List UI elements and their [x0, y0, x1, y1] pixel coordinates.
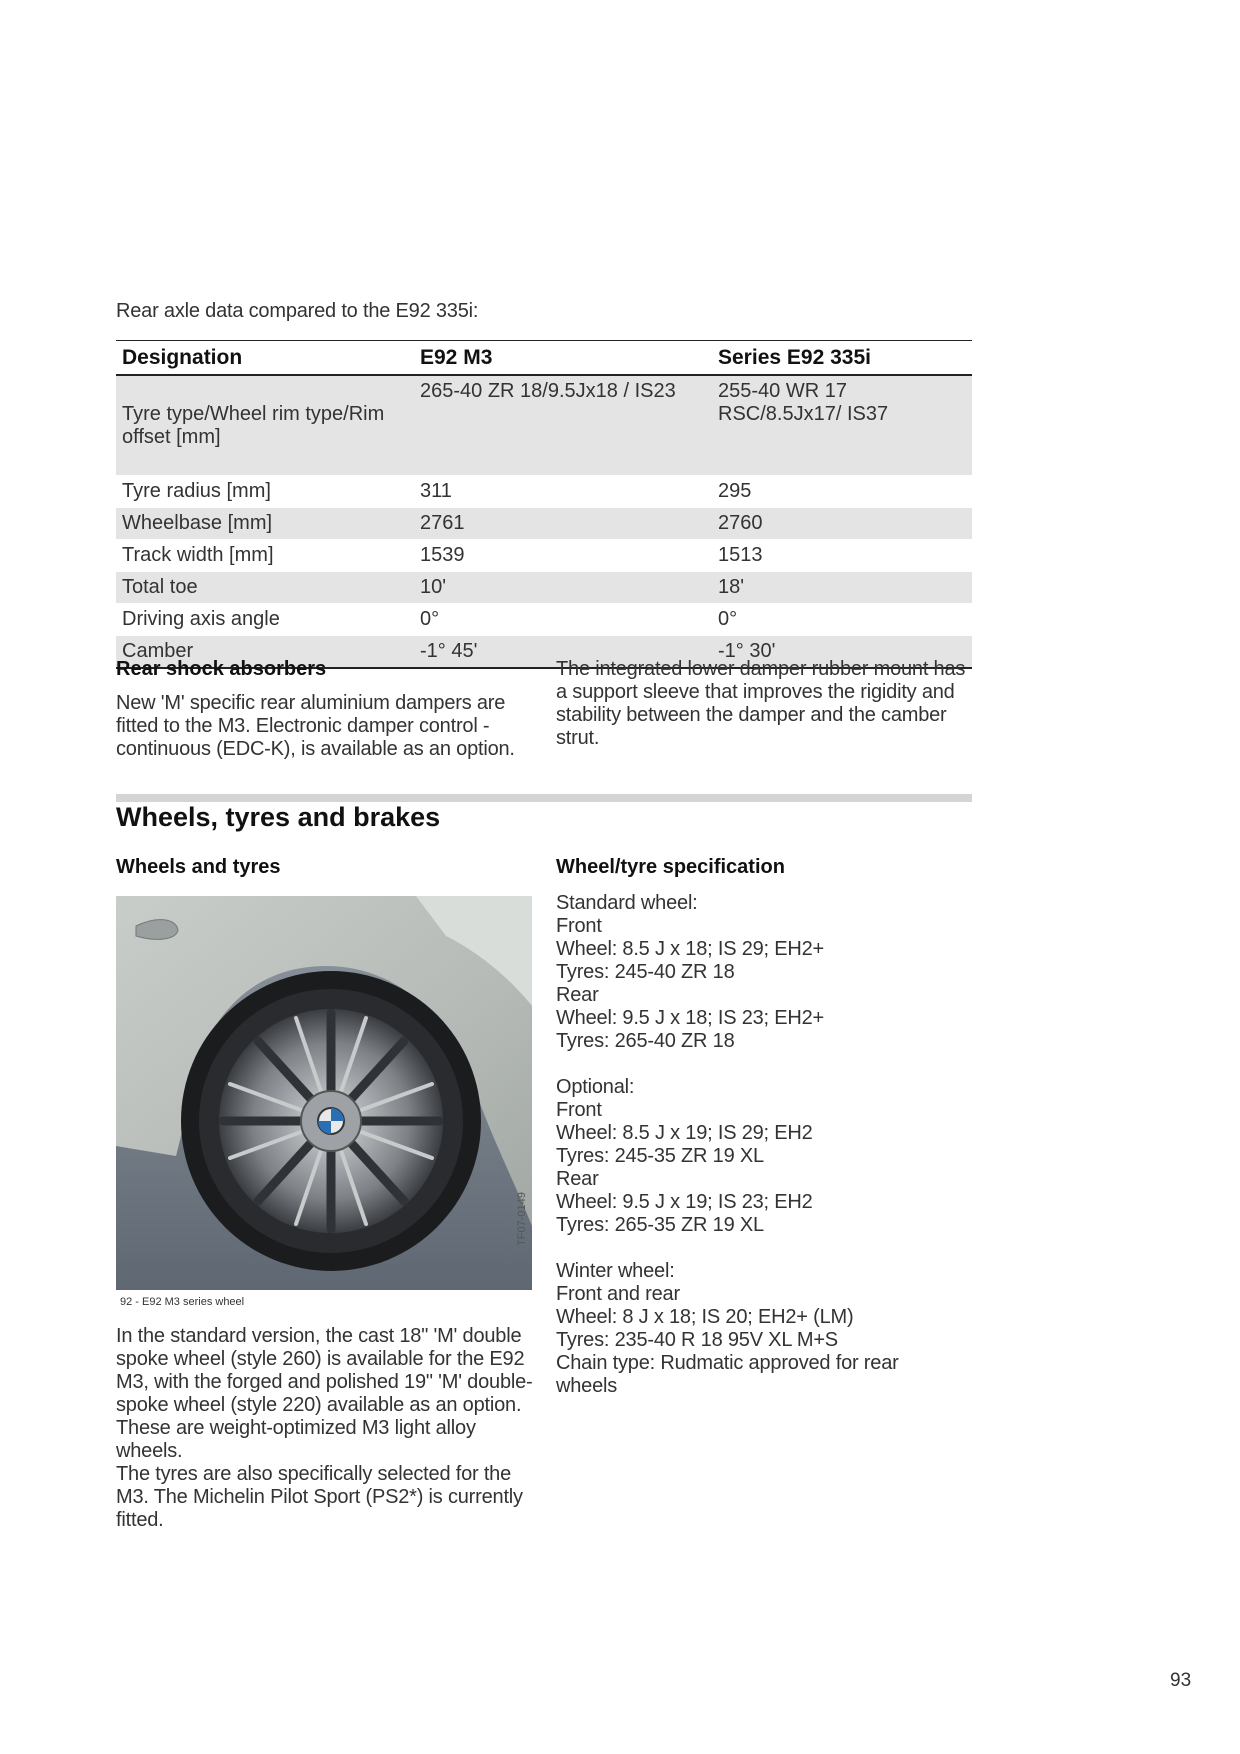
spec-line: Tyres: 235-40 R 18 95V XL M+S — [556, 1329, 838, 1351]
table-cell: Track width [mm] — [116, 540, 414, 572]
spec-line: Wheel: 8.5 J x 19; IS 29; EH2 — [556, 1122, 813, 1144]
table-cell: 1539 — [414, 540, 712, 572]
section-divider — [116, 794, 972, 802]
table-cell: Driving axis angle — [116, 604, 414, 636]
table-row — [116, 540, 972, 572]
spec-line: Rear — [556, 984, 599, 1006]
header-e92-335i: Series E92 335i — [712, 341, 972, 376]
table-row — [116, 604, 972, 636]
spec-line: Wheel: 8 J x 18; IS 20; EH2+ (LM) — [556, 1306, 854, 1328]
table-cell: 311 — [414, 476, 712, 508]
spec-line: Tyres: 245-40 ZR 18 — [556, 961, 735, 983]
spec-line: Front and rear — [556, 1283, 680, 1305]
table-header-row — [116, 341, 972, 376]
table-cell: 0° — [414, 604, 712, 636]
spec-line: Front — [556, 915, 602, 937]
spec-line: Optional: — [556, 1076, 635, 1098]
table-cell: 2760 — [712, 508, 972, 540]
wheel-photo — [116, 896, 532, 1290]
spec-standard-group — [556, 892, 976, 1053]
table-intro: Rear axle data compared to the E92 335i: — [116, 300, 479, 322]
wheels-paragraph-1: In the standard version, the cast 18" 'M' double spoke wheel (style 260) is available for the E92 M3, with the forged and polished 19" 'M' double-spoke wheel (style 220) available as an option. These are weight-optimized M3 light alloy wheels. — [116, 1325, 533, 1462]
table-cell: 2761 — [414, 508, 712, 540]
table-cell: 10' — [414, 572, 712, 604]
spec-line: Tyres: 265-40 ZR 18 — [556, 1030, 735, 1052]
table-cell: -1° 30' — [712, 636, 972, 669]
spec-line: Wheel: 9.5 J x 18; IS 23; EH2+ — [556, 1007, 825, 1029]
spec-heading: Wheel/tyre specification — [556, 856, 785, 878]
spec-optional-group — [556, 1076, 976, 1237]
table-cell: 1513 — [712, 540, 972, 572]
spec-line: Winter wheel: — [556, 1260, 675, 1282]
table-row — [116, 508, 972, 540]
table-cell: Tyre type/Wheel rim type/Rim offset [mm] — [116, 375, 414, 476]
spec-winter-group — [556, 1260, 976, 1398]
table-cell: Camber — [116, 636, 414, 669]
spec-line: Chain type: Rudmatic approved for rear — [556, 1352, 899, 1374]
spec-list — [556, 892, 976, 1421]
spec-line: Wheel: 8.5 J x 18; IS 29; EH2+ — [556, 938, 825, 960]
table-cell: 265-40 ZR 18/9.5Jx18 / IS23 — [414, 375, 712, 476]
table-row — [116, 375, 972, 476]
section-title: Wheels, tyres and brakes — [116, 802, 441, 832]
photo-code: TF07-0149 — [516, 1192, 528, 1246]
header-designation: Designation — [116, 341, 414, 376]
spec-line: Tyres: 265-35 ZR 19 XL — [556, 1214, 764, 1236]
header-e92-m3: E92 M3 — [414, 341, 712, 376]
wheels-heading: Wheels and tyres — [116, 856, 281, 878]
wheels-body — [116, 1325, 536, 1532]
spec-line: Rear — [556, 1168, 599, 1190]
table-row — [116, 476, 972, 508]
spec-line: wheels — [556, 1375, 618, 1397]
spec-line: Front — [556, 1099, 602, 1121]
table-cell: -1° 45' — [414, 636, 712, 669]
shock-paragraph-1: New 'M' specific rear aluminium dampers are fitted to the M3. Electronic damper control - continuous (EDC-K), is available as an option. — [116, 692, 515, 760]
spec-line: Standard wheel: — [556, 892, 698, 914]
spec-line: Tyres: 245-35 ZR 19 XL — [556, 1145, 764, 1167]
table-cell: Tyre radius [mm] — [116, 476, 414, 508]
wheels-paragraph-2: The tyres are also specifically selected for the M3. The Michelin Pilot Sport (PS2*) is currently fitted. — [116, 1463, 523, 1531]
table-cell: 0° — [712, 604, 972, 636]
photo-caption: 92 - E92 M3 series wheel — [120, 1296, 245, 1308]
spec-line: Wheel: 9.5 J x 19; IS 23; EH2 — [556, 1191, 813, 1213]
table-cell: 18' — [712, 572, 972, 604]
rear-axle-table — [116, 340, 972, 669]
shock-paragraph-2: The integrated lower damper rubber mount has a support sleeve that improves the rigidity and stability between the damper and the camber strut. — [556, 658, 966, 749]
shock-heading: Rear shock absorbers — [116, 658, 327, 680]
table-cell: 295 — [712, 476, 972, 508]
page-number: 93 — [1170, 1670, 1192, 1691]
table-cell: 255-40 WR 17 RSC/8.5Jx17/ IS37 — [712, 375, 972, 476]
table-row — [116, 572, 972, 604]
table-cell: Total toe — [116, 572, 414, 604]
table-cell: Wheelbase [mm] — [116, 508, 414, 540]
